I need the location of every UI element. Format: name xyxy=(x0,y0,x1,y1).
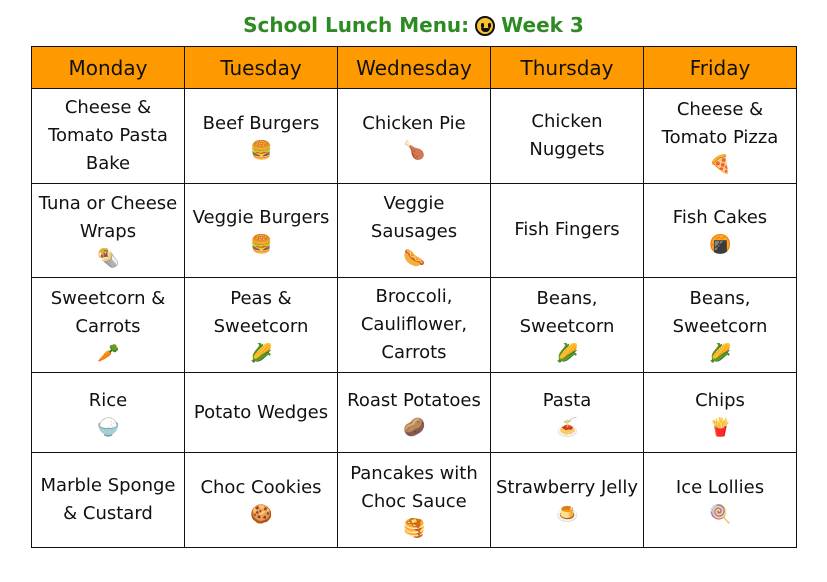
menu-item-text: Cheese & Tomato Pizza xyxy=(661,98,779,148)
title-text: School Lunch Menu: xyxy=(243,13,470,37)
food-icon: 🍟 xyxy=(709,416,732,438)
menu-item-text: Veggie Burgers xyxy=(192,207,330,229)
menu-item-text: Roast Potatoes xyxy=(347,389,481,411)
food-icon: 🍝 xyxy=(556,416,579,438)
menu-cell xyxy=(644,372,797,453)
menu-item-text: Peas & Sweetcorn xyxy=(213,288,309,338)
menu-cell xyxy=(644,453,797,548)
menu-cell xyxy=(644,183,797,278)
food-icon: 🌽 xyxy=(709,343,732,365)
menu-cell xyxy=(338,453,491,548)
menu-cell xyxy=(185,89,338,184)
menu-cell xyxy=(644,89,797,184)
menu-item-text: Tuna or Cheese Wraps xyxy=(38,193,178,243)
menu-cell xyxy=(491,372,644,453)
food-icon: 🍘 xyxy=(709,234,732,256)
menu-item-text: Marble Sponge & Custard xyxy=(40,475,176,525)
menu-cell xyxy=(491,89,644,184)
menu-cell xyxy=(338,89,491,184)
day-header: Monday xyxy=(32,47,185,89)
menu-item-text: Strawberry Jelly xyxy=(495,477,639,499)
food-icon: 🌽 xyxy=(556,343,579,365)
menu-row xyxy=(32,372,797,453)
food-icon: 🥕 xyxy=(97,343,120,365)
menu-cell xyxy=(185,278,338,373)
menu-cell xyxy=(338,183,491,278)
menu-cell xyxy=(338,372,491,453)
food-icon: 🥔 xyxy=(403,416,426,438)
food-icon: 🍔 xyxy=(250,234,273,256)
menu-item-text: Fish Cakes xyxy=(672,207,768,229)
day-header: Friday xyxy=(644,47,797,89)
menu-cell xyxy=(491,183,644,278)
page-title xyxy=(0,12,827,38)
food-icon: 🍔 xyxy=(250,139,273,161)
menu-cell xyxy=(491,453,644,548)
menu-row xyxy=(32,183,797,278)
menu-item-text: Beans, Sweetcorn xyxy=(519,288,615,338)
menu-item-text: Chicken Nuggets xyxy=(529,110,605,160)
menu-item-text: Potato Wedges xyxy=(193,401,329,423)
food-icon: 🌯 xyxy=(97,248,120,270)
menu-item-text: Choc Cookies xyxy=(200,477,322,499)
menu-row xyxy=(32,278,797,373)
week-label: Week 3 xyxy=(501,13,584,37)
food-icon: 🍚 xyxy=(97,416,120,438)
menu-cell xyxy=(644,278,797,373)
food-icon: 🍭 xyxy=(709,504,732,526)
menu-cell xyxy=(338,278,491,373)
menu-item-text: Cheese & Tomato Pasta Bake xyxy=(48,96,168,174)
header-row xyxy=(32,47,797,89)
menu-cell xyxy=(185,453,338,548)
menu-cell xyxy=(491,278,644,373)
menu-item-text: Broccoli, Cauliflower, Carrots xyxy=(360,286,468,364)
day-header: Thursday xyxy=(491,47,644,89)
menu-cell xyxy=(32,453,185,548)
menu-item-text: Beef Burgers xyxy=(202,112,320,134)
menu-cell xyxy=(32,372,185,453)
menu-item-text: Sweetcorn & Carrots xyxy=(50,288,166,338)
food-icon: 🍕 xyxy=(709,153,732,175)
menu-item-text: Beans, Sweetcorn xyxy=(672,288,768,338)
menu-row xyxy=(32,453,797,548)
smiley-face-icon xyxy=(475,16,495,36)
food-icon: 🌭 xyxy=(403,248,426,270)
menu-row xyxy=(32,89,797,184)
menu-cell xyxy=(185,183,338,278)
menu-item-text: Pasta xyxy=(542,389,592,411)
food-icon: 🍗 xyxy=(403,139,426,161)
food-icon: 🍪 xyxy=(250,504,273,526)
day-header: Tuesday xyxy=(185,47,338,89)
menu-item-text: Chips xyxy=(695,389,745,411)
menu-item-text: Veggie Sausages xyxy=(370,193,458,243)
food-icon: 🍮 xyxy=(556,504,579,526)
menu-item-text: Rice xyxy=(88,389,128,411)
day-header: Wednesday xyxy=(338,47,491,89)
menu-cell xyxy=(32,89,185,184)
food-icon: 🌽 xyxy=(250,343,273,365)
menu-item-text: Chicken Pie xyxy=(362,112,466,134)
lunch-menu-table xyxy=(31,46,797,548)
menu-item-text: Fish Fingers xyxy=(514,219,620,241)
menu-cell xyxy=(185,372,338,453)
menu-cell xyxy=(32,183,185,278)
menu-item-text: Pancakes with Choc Sauce xyxy=(350,463,478,513)
menu-item-text: Ice Lollies xyxy=(675,477,765,499)
food-icon: 🥞 xyxy=(403,518,426,540)
menu-cell xyxy=(32,278,185,373)
